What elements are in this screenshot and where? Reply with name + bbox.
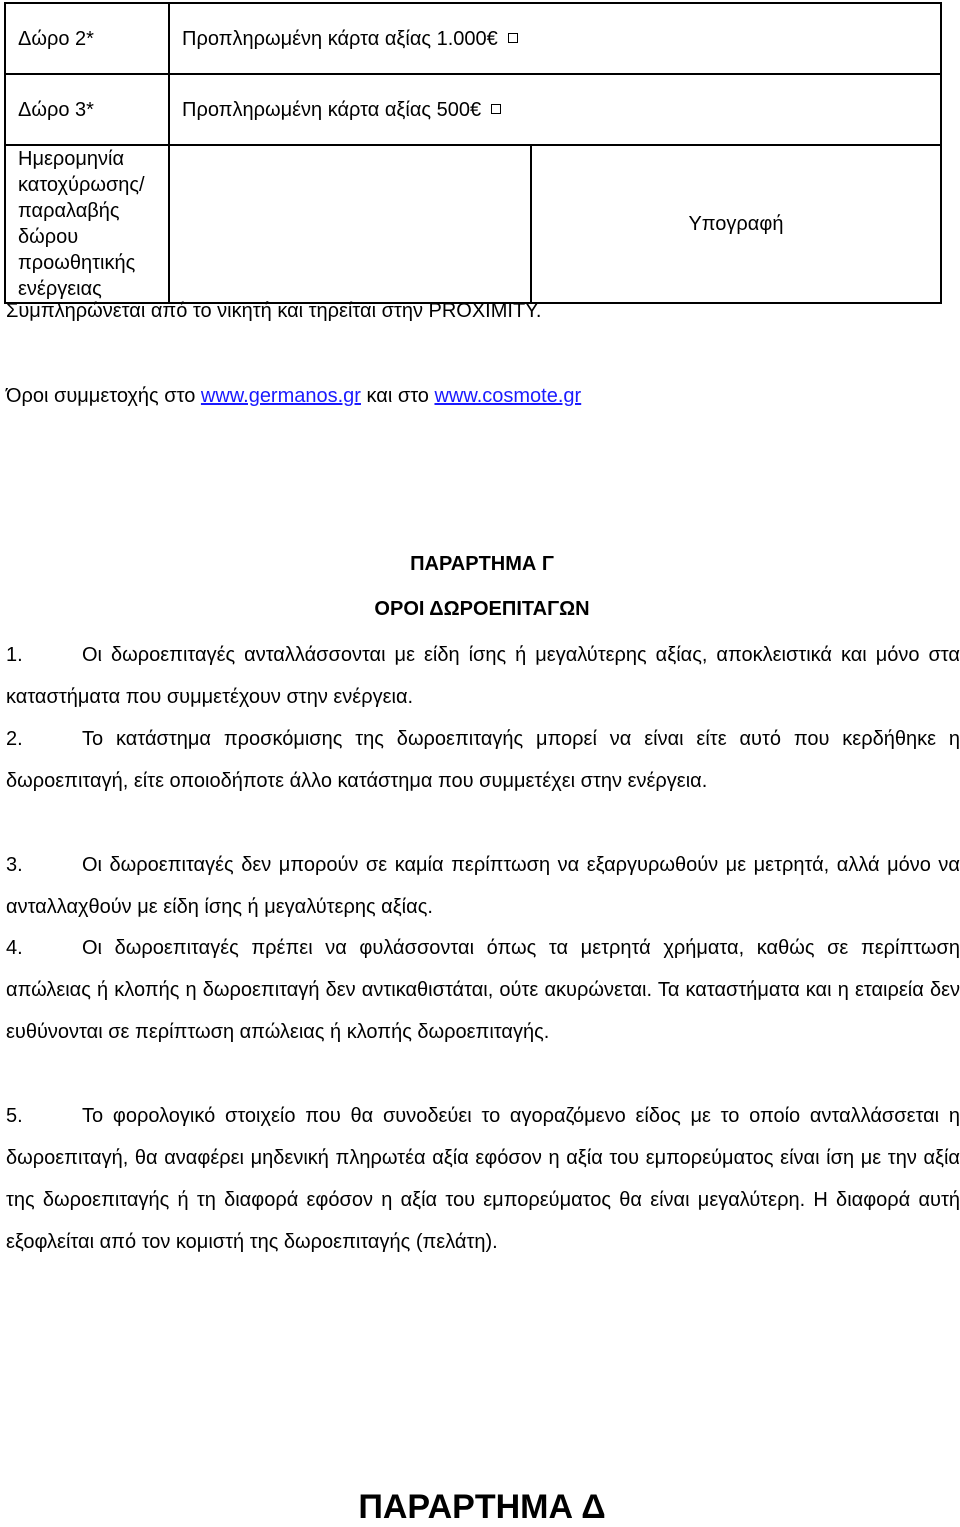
terms-line [6,385,581,408]
term-item: 3. Οι δωροεπιταγές δεν μπορούν σε καμία περίπτωση να εξαργυρωθούν με μετρητά, αλλά μόνο να ανταλλαχθούν με είδη ίσης ή μεγαλύτερης αξίας. [6,854,960,918]
checkbox-icon[interactable] [491,104,501,114]
terms-prefix: Όροι συμμετοχής στο [6,385,201,407]
appendix-d-title: ΠΑΡΑΡΤΗΜΑ Δ [358,1488,606,1526]
germanos-link[interactable]: www.germanos.gr [200,385,361,407]
date-label: Ημερομηνία κατοχύρωσης/παραλαβής δώρου προωθητικής ενέργειας [5,145,169,303]
term-item: 1. Οι δωροεπιταγές ανταλλάσσονται με είδη ίσης ή μεγαλύτερης αξίας, αποκλειστικά και μόνο στα καταστήματα που συμμετέχουν στην ενέργεια. [6,644,960,708]
gift-value: Προπληρωμένη κάρτα αξίας 500€ [182,98,482,121]
term-item: 2. Το κατάστημα προσκόμισης της δωροεπιταγής μπορεί να είναι είτε αυτό που κερδήθηκε η δωροεπιταγή, είτε οποιοδήποτε άλλο κατάστημα που συμμετέχει στην ενέργεια. [6,728,960,792]
gift-value-cell [169,74,941,145]
note-text: Συμπληρώνεται από το νικητή και τηρείται στην PROXIMITY. [6,300,542,322]
date-field[interactable] [169,145,531,303]
appendix-c-subtitle: ΟΡΟΙ ΔΩΡΟΕΠΙΤΑΓΩΝ [374,598,590,620]
gift-form-table [4,2,942,304]
gift-label: Δώρο 2* [5,3,169,74]
term-item: 5. Το φορολογικό στοιχείο που θα συνοδεύει το αγοραζόμενο είδος με το οποίο ανταλλάσσεται η δωροεπιταγή, θα αναφέρει μηδενική πληρωτέα αξία εφόσον η αξία του εμπορεύματος είναι ίση με την αξία της δωροεπιταγής ή τη διαφορά εφόσον η αξία του εμπορεύματος θα είναι μεγαλύτερη. Η διαφορά αυτή εξοφλείται από τον κομιστή της δωροεπιταγής (πελάτη). [6,1105,960,1253]
checkbox-icon[interactable] [508,33,518,43]
gift-value-cell [169,3,941,74]
gift-value: Προπληρωμένη κάρτα αξίας 1.000€ [182,27,498,50]
terms-middle: και στο [360,385,435,407]
date-signature-row [5,145,941,303]
signature-label: Υπογραφή [531,145,941,303]
cosmote-link[interactable]: www.cosmote.gr [434,385,582,407]
gift-label: Δώρο 3* [5,74,169,145]
gift-row [5,3,941,74]
gift-row [5,74,941,145]
appendix-c-title: ΠΑΡΑΡΤΗΜΑ Γ [410,553,554,575]
term-item: 4. Οι δωροεπιταγές πρέπει να φυλάσσονται όπως τα μετρητά χρήματα, καθώς σε περίπτωση απώλειας ή κλοπής η δωροεπιταγή δεν αντικαθιστάται, ούτε ακυρώνεται. Τα καταστήματα και η εταιρεία δεν ευθύνονται σε περίπτωση απώλειας ή κλοπής δωροεπιταγής. [6,937,960,1043]
